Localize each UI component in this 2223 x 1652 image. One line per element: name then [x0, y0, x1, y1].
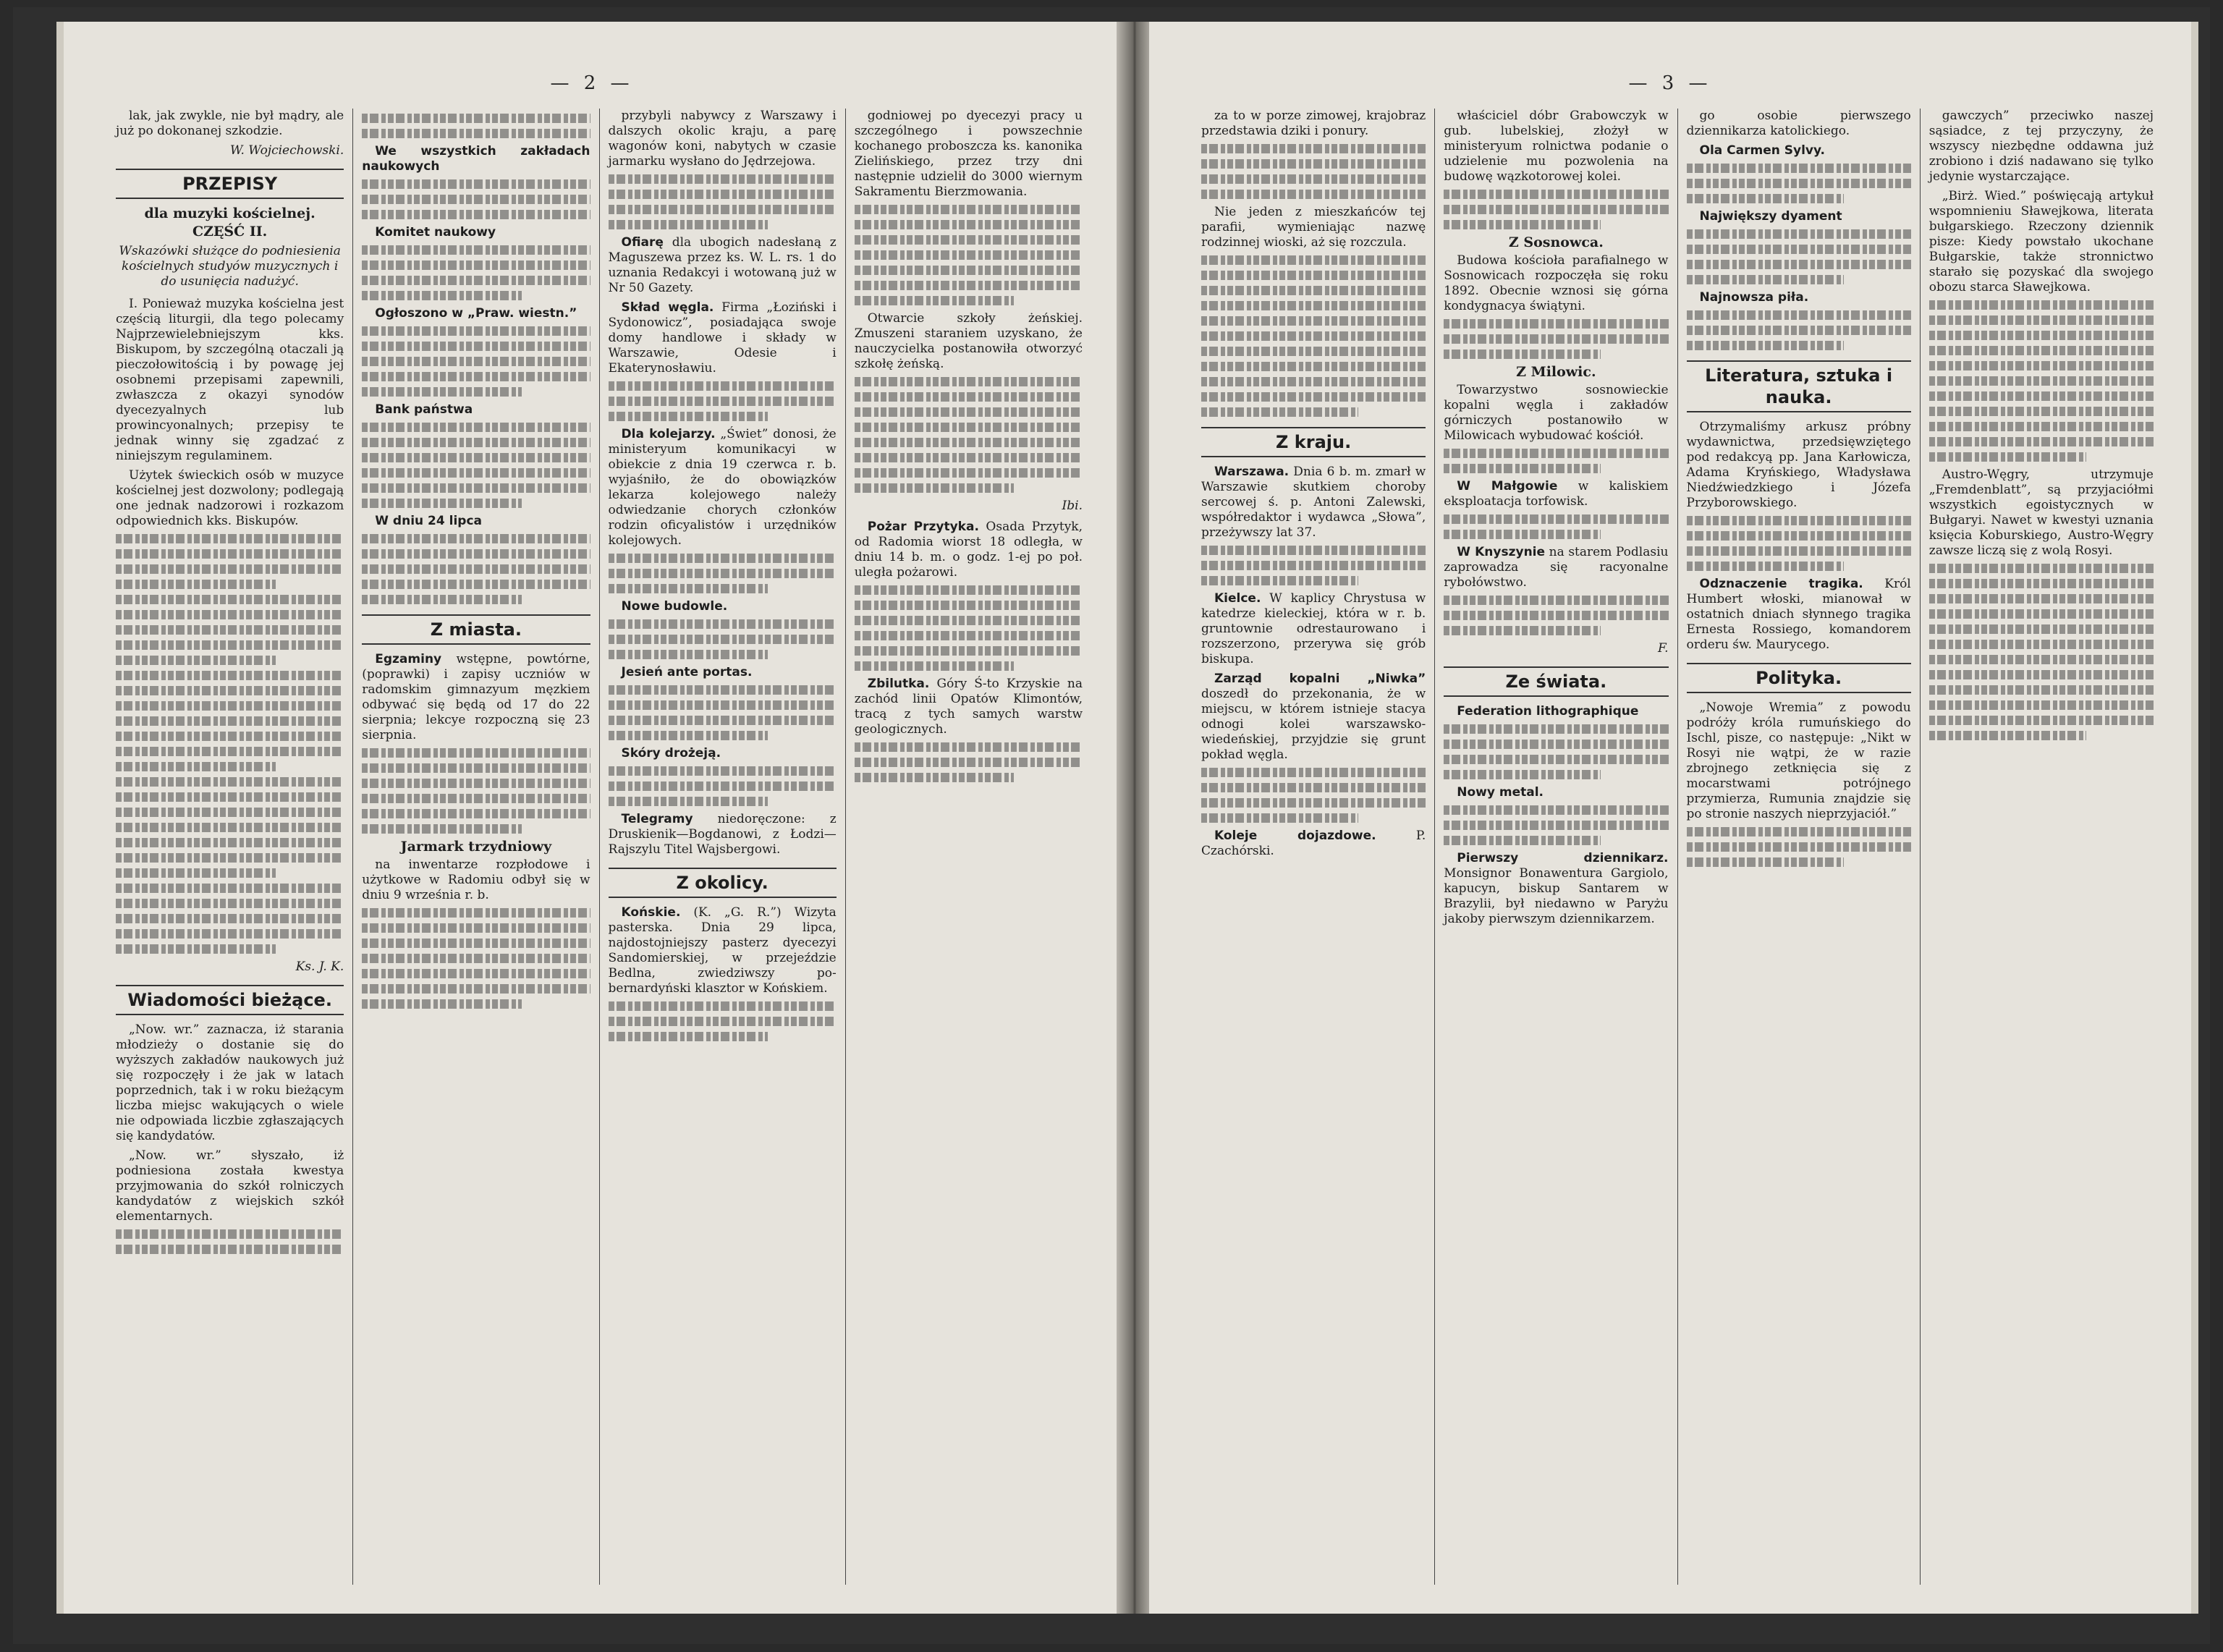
text-lines	[1201, 144, 1426, 153]
text-lines	[362, 326, 590, 336]
text-lines	[116, 762, 276, 771]
item-text: Król Humbert włoski, mianował w ostatnich dniach słynnego tragika Ernesta Rossiego, komandorem orderu św. Maurycego.	[1686, 577, 1911, 652]
article-part: CZĘŚĆ II.	[192, 224, 268, 240]
text-lines	[362, 969, 590, 978]
text-lines	[1687, 260, 1911, 269]
text-lines	[1444, 220, 1601, 229]
item-text: (K. „G. R.”) Wizyta pasterska. Dnia 29 lipca, najdostojniejszy pasterz dyecezyi Sandomierskiej, w przejeździe Bedlna, zwiedziwszy po-bernardyński klasztor w Końskiem.	[608, 905, 837, 996]
text-lines	[116, 914, 344, 923]
text-lines	[1201, 813, 1358, 823]
text-lines	[609, 619, 837, 629]
text-lines	[362, 923, 590, 933]
text-lines	[609, 766, 837, 776]
text-lines	[609, 174, 837, 184]
text-lines	[1444, 805, 1668, 815]
text-lines	[362, 342, 590, 351]
item-lead: Zbilutka.	[867, 677, 930, 691]
item-lead: Telegramy	[621, 812, 693, 826]
article-paragraph: I. Ponieważ muzyka kościelna jest częścią liturgii, dla tego polecamy Najprzewielebniejszym kks. Biskupom, by szczególną otaczali ją pieczołowitością i by powagę jej osobnemi przepisami zapewnili, zwłaszcza z okazyi synodów dyecezyalnych lub prowincyonalnych; przepisy te jednak winny się zgadzać z niniejszym regulaminem.	[116, 297, 344, 463]
item-text: właściciel dóbr Grabowczyk w gub. lubelskiej, złożył w ministeryum rolnictwa podanie o udzielenie mu pozwolenia na budowę wązkotorowej kolei.	[1444, 109, 1669, 184]
text-lines	[362, 564, 590, 574]
text-lines	[609, 220, 768, 229]
text-lines	[855, 438, 1083, 447]
text-lines	[609, 650, 768, 659]
text-lines	[1201, 546, 1426, 555]
text-lines	[609, 1032, 768, 1041]
text-lines	[855, 423, 1083, 432]
text-lines	[1687, 310, 1911, 320]
text-lines	[855, 250, 1083, 260]
item-lead: Ogłoszono w „Praw. wiestn.”	[375, 306, 577, 321]
text-lines	[1929, 437, 2154, 446]
text-lines	[1929, 670, 2154, 679]
item-text: Monsignor Bonawentura Gargiolo, kapucyn, biskup Santarem w Brazylii, był niedawno w Paryżu jakoby pierwszym dziennikarzem.	[1444, 866, 1669, 926]
text-lines	[116, 549, 344, 559]
item-text: Nie jeden z mieszkańców tej parafii, wymieniając nazwę rodzinnej wioski, aż się rozczula.	[1201, 205, 1426, 250]
text-lines	[855, 616, 1083, 625]
page-3	[1149, 22, 2198, 1614]
item-text: gawczych” przeciwko naszej sąsiadce, z tej przyczyny, że wszyscy niezbędne oddawna już zrobiono i dziś nadawano się tylko jedynie wystarczające.	[1928, 109, 2154, 184]
text-lines	[116, 610, 344, 619]
item-text: go osobie pierwszego dziennikarza katolickiego.	[1686, 109, 1911, 138]
text-lines	[1929, 640, 2154, 649]
item-lead: Komitet naukowy	[375, 225, 496, 240]
text-lines	[1687, 546, 1911, 556]
text-lines	[1444, 190, 1668, 199]
text-lines	[1444, 611, 1668, 620]
text-lines	[609, 716, 837, 725]
text-lines	[362, 468, 590, 478]
text-lines	[1687, 326, 1911, 335]
item-text: dla ubogich nadesłaną z Maguszewa przez ks. W. L. rs. 1 do uznania Redakcyi i wotowaną już w Nr 50 Gazety.	[608, 235, 837, 295]
text-lines	[1687, 516, 1911, 525]
column-3	[1678, 109, 1921, 1585]
column-2	[1435, 109, 1677, 1585]
item-text: „Birż. Wied.” poświęcają artykuł wspomnieniu Sławejkowa, literata bułgarskiego. Rzeczony dziennik pisze: Kiedy powstało ukochane Bułgarskie, także stronnictwo starało się pozyskać dla swojego obozu starca Sławejkowa.	[1928, 189, 2154, 295]
text-lines	[855, 407, 1083, 417]
text-lines	[855, 296, 1015, 305]
item-lead: Ofiarę	[621, 235, 664, 250]
item-lead: Jesień ante portas.	[621, 665, 753, 679]
text-lines	[1687, 827, 1911, 836]
text-lines	[362, 483, 590, 493]
text-lines	[609, 635, 837, 644]
intro-signature: W. Wojciechowski.	[229, 143, 344, 158]
item-text: Towarzystwo sosnowieckie kopalni węgla i zakładów górniczych postanowiło w Milowicach wybudować kościół.	[1444, 383, 1669, 443]
page-2	[56, 22, 1120, 1614]
text-lines	[362, 357, 590, 366]
text-lines	[116, 1229, 344, 1239]
text-lines	[362, 423, 590, 432]
text-lines	[1201, 301, 1426, 310]
text-lines	[1444, 319, 1668, 329]
text-lines	[362, 372, 590, 381]
text-lines	[1201, 576, 1358, 585]
section-title: Z miasta.	[362, 614, 590, 645]
text-lines	[1929, 731, 2086, 740]
text-lines	[1201, 783, 1426, 792]
item-lead: Pierwszy dziennikarz.	[1457, 851, 1669, 865]
text-lines	[116, 884, 344, 893]
item-lead: We wszystkich zakładach naukowych	[362, 144, 590, 174]
text-lines	[1929, 300, 2154, 310]
text-lines	[609, 1017, 837, 1026]
text-lines	[116, 944, 276, 954]
news-item: „Now. wr.” zaznacza, iż starania młodzieży o dostanie się do wyższych zakładów naukowych już się rozpoczęły i że jak w latach poprzednich, tak i w roku bieżącym liczba miejsc wakujących o wiele nie odpowiada liczbie zgłaszających się kandydatów.	[116, 1022, 344, 1143]
text-lines	[1444, 449, 1668, 458]
text-lines	[116, 656, 276, 665]
text-lines	[609, 569, 837, 578]
text-lines	[1687, 341, 1844, 350]
text-lines	[116, 625, 344, 635]
item-lead: W Małgowie	[1457, 479, 1558, 494]
text-lines	[1929, 685, 2154, 695]
text-lines	[1201, 316, 1426, 326]
text-lines	[116, 899, 344, 908]
text-lines	[362, 534, 590, 543]
section-title: Z kraju.	[1201, 427, 1426, 457]
text-lines	[116, 868, 276, 878]
item-text: Otrzymaliśmy arkusz próbny wydawnictwa, przedsięwziętego pod redakcyą pp. Jana Karłowicza, Adama Kryńskiego, Władysława Niedźwiedzkiego i Józefa Przyborowskiego.	[1686, 420, 1911, 510]
text-lines	[116, 640, 344, 650]
text-lines	[362, 824, 522, 834]
text-lines	[1929, 331, 2154, 340]
text-lines	[1687, 194, 1844, 203]
text-lines	[609, 190, 837, 199]
text-lines	[855, 661, 1015, 671]
text-lines	[362, 984, 590, 994]
section-title: Polityka.	[1687, 663, 1911, 693]
text-lines	[609, 584, 768, 593]
item-text: Dnia 6 b. m. zmarł w Warszawie skutkiem choroby sercowej ś. p. Antoni Zalewski, współredaktor i wydawca „Słowa”, przeżywszy lat 37.	[1201, 465, 1426, 540]
text-lines	[609, 797, 768, 806]
text-lines	[116, 838, 344, 847]
text-lines	[362, 129, 590, 138]
item-signature: F.	[1657, 641, 1669, 656]
text-lines	[116, 808, 344, 817]
text-lines	[1444, 724, 1668, 734]
text-lines	[609, 781, 837, 791]
item-text: przybyli nabywcy z Warszawy i dalszych okolic kraju, a parę wagonów koni, nabytych w czasie jarmarku wysłano do Jędrzejowa.	[608, 109, 837, 169]
text-lines	[116, 701, 344, 711]
item-text: na starem Podlasiu zaprowadza się racyonalne rybołówstwo.	[1444, 545, 1669, 590]
item-lead: Nowe budowle.	[621, 599, 728, 614]
text-lines	[1929, 391, 2154, 401]
item-lead: Najnowsza piła.	[1699, 290, 1809, 305]
text-lines	[1444, 836, 1601, 845]
text-lines	[116, 1245, 344, 1254]
text-lines	[362, 499, 522, 508]
item-text: Firma „Łoziński i Sydonowicz”, posiadająca swoje domy handlowe i składy w Warszawie, Odesie i Ekaterynosławiu.	[608, 300, 837, 376]
item-lead: Skóry drożeją.	[621, 746, 721, 761]
text-lines	[362, 999, 522, 1009]
item-text: na inwentarze rozpłodowe i użytkowe w Radomiu odbył się w dniu 9 września r. b.	[362, 857, 590, 902]
column-4	[1921, 109, 2162, 1585]
section-title: Literatura, sztuka i nauka.	[1687, 360, 1911, 412]
text-lines	[362, 114, 590, 123]
text-lines	[1201, 798, 1426, 808]
text-lines	[855, 585, 1083, 595]
text-lines	[1201, 347, 1426, 356]
text-lines	[116, 564, 344, 574]
item-text: W kaplicy Chrystusa w katedrze kieleckiej, która w r. b. gruntownie odrestaurowano i rozszerzono, przerywa się grób biskupa.	[1201, 591, 1426, 666]
text-lines	[1687, 562, 1844, 571]
text-lines	[609, 554, 837, 563]
text-lines	[855, 773, 1015, 782]
text-lines	[1444, 740, 1668, 749]
text-lines	[362, 748, 590, 758]
text-lines	[362, 809, 590, 818]
column-2	[353, 109, 599, 1585]
text-lines	[855, 758, 1083, 767]
text-lines	[1687, 857, 1844, 867]
text-lines	[1444, 334, 1668, 344]
text-lines	[362, 779, 590, 788]
text-lines	[362, 195, 590, 204]
text-lines	[1687, 531, 1911, 541]
item-text: Otwarcie szkoły żeńskiej. Zmuszeni staraniem uzyskano, że nauczycielka postanowiła otworzyć szkołę żeńską.	[854, 311, 1083, 371]
item-text: „Świet” donosi, że ministeryum komunikacyi w obiekcie z dnia 19 czerwca r. b. wyjaśniło, że do obowiązków lekarza kolejowego należy odwiedzanie chorych członków rodzin oficyalistów i urzędników kolejowych.	[608, 427, 837, 548]
text-lines	[362, 210, 590, 219]
text-lines	[855, 205, 1083, 214]
text-lines	[1201, 768, 1426, 777]
text-lines	[855, 468, 1083, 478]
text-lines	[1201, 561, 1426, 570]
item-text: P. Czachórski.	[1201, 829, 1426, 858]
text-lines	[362, 549, 590, 559]
text-lines	[1201, 392, 1426, 402]
text-lines	[1444, 464, 1601, 473]
text-lines	[362, 763, 590, 773]
text-lines	[1444, 821, 1668, 830]
item-lead: W dniu 24 lipca	[375, 514, 482, 528]
text-lines	[609, 685, 837, 695]
text-lines	[855, 235, 1083, 245]
text-lines	[855, 631, 1083, 640]
column-4	[846, 109, 1091, 1585]
text-lines	[1687, 275, 1844, 284]
text-lines	[362, 245, 590, 255]
item-text: doszedł do przekonania, że w miejscu, w którem istnieje stacya odnogi kolei warszawsko-wiedeńskiej, przyjdzie się grunt pokład węgla.	[1201, 687, 1426, 762]
text-lines	[609, 412, 768, 421]
text-lines	[1929, 346, 2154, 355]
item-lead: Skład węgla.	[621, 300, 714, 315]
text-lines	[855, 742, 1083, 752]
item-text: „Nowoje Wremia” z powodu podróży króla rumuńskiego do Ischl, pisze, co następuje: „Nikt w Rosyi nie wątpi, że w razie zbrojnego zetknięcia się z mocarstwami potrójnego przymierza, Rumunia znajdzie się po stronie naszych nieprzyjaciół.”	[1686, 700, 1911, 821]
text-lines	[855, 601, 1083, 610]
text-lines	[1929, 376, 2154, 386]
item-lead: Egzaminy	[375, 652, 442, 666]
item-text: godniowej po dyecezyi pracy u szczególnego i powszechnie kochanego proboszcza ks. kanonika Zielińskiego, przez trzy dni następnie udzielił do 3000 wiernym Sakramentu Bierzmowania.	[854, 109, 1083, 199]
text-lines	[1929, 315, 2154, 325]
text-lines	[116, 929, 344, 939]
text-lines	[1687, 164, 1911, 173]
columns	[1193, 109, 2162, 1585]
item-text: Góry Ś-to Krzyskie na zachód linii Opatów Klimontów, tracą z tych samych warstw geologicznych.	[854, 677, 1083, 737]
item-lead: Odznaczenie tragika.	[1699, 577, 1863, 591]
text-lines	[1444, 755, 1668, 764]
item-lead: Nowy metal.	[1457, 785, 1544, 800]
binding-gutter	[1117, 22, 1153, 1614]
text-lines	[1929, 700, 2154, 710]
intro-text: lak, jak zwykle, nie był mądry, ale już po dokonanej szkodzie.	[116, 109, 344, 138]
text-lines	[362, 291, 522, 300]
text-lines	[1929, 361, 2154, 370]
text-lines	[1201, 362, 1426, 371]
text-lines	[116, 823, 344, 832]
text-lines	[1444, 205, 1668, 214]
column-1	[1193, 109, 1435, 1585]
item-lead: Pożar Przytyka.	[867, 520, 979, 534]
text-lines	[855, 483, 1015, 493]
text-lines	[362, 453, 590, 462]
text-lines	[116, 853, 344, 863]
text-lines	[362, 276, 590, 285]
text-lines	[609, 205, 837, 214]
item-signature: Ibi.	[1062, 499, 1083, 513]
item-lead: Kielce.	[1214, 591, 1261, 606]
article-paragraph: Użytek świeckich osób w muzyce kościelnej jest dozwolony; podlegają one jednak nadzorowi i rozkazom odpowiednich kks. Biskupów.	[116, 468, 344, 528]
newspaper-spread	[13, 7, 2210, 1644]
item-lead: Zarząd kopalni „Niwka”	[1214, 672, 1426, 686]
text-lines	[609, 381, 837, 391]
text-lines	[1929, 579, 2154, 588]
text-lines	[362, 260, 590, 270]
text-lines	[1201, 271, 1426, 280]
item-text: Osada Przytyk, od Radomia wiorst 18 odległa, w dniu 14 b. m. o godz. 1-ej po poł. uległa pożarowi.	[854, 520, 1083, 580]
page-number: — 3 —	[1628, 72, 1712, 94]
text-lines	[855, 392, 1083, 402]
text-lines	[609, 397, 837, 406]
text-lines	[116, 580, 276, 589]
text-lines	[855, 266, 1083, 275]
item-text: niedoręczone: z Druskienik—Bogdanowi, z Łodzi—Rajszylu Titel Wajsbergowi.	[608, 812, 837, 857]
section-title: Z okolicy.	[609, 868, 837, 898]
text-lines	[116, 686, 344, 695]
text-lines	[362, 387, 522, 397]
item-text: Austro-Węgry, utrzymuje „Fremdenblatt”, są przyjaciółmi wszystkich egoistycznych w Bułgaryi. Nawet w kwestyi uznania księcia Koburskiego, Austro-Węgry zawsze liczą się z wolą Rosyi.	[1928, 467, 2154, 558]
text-lines	[362, 595, 522, 604]
item-text: Budowa kościoła parafialnego w Sosnowicach rozpoczęła się roku 1892. Obecnie wznosi się górna kondygnacya świątyni.	[1444, 253, 1669, 313]
item-heading: Z Sosnowca.	[1508, 234, 1604, 250]
text-lines	[1929, 407, 2154, 416]
section-title: Wiadomości bieżące.	[116, 985, 344, 1015]
item-heading: Jarmark trzydniowy	[400, 839, 552, 855]
item-lead: Dla kolejarzy.	[621, 427, 716, 441]
item-lead: Końskie.	[621, 905, 681, 920]
text-lines	[362, 939, 590, 948]
text-lines	[116, 777, 344, 787]
text-lines	[609, 1001, 837, 1011]
text-lines	[1201, 331, 1426, 341]
text-lines	[1201, 190, 1426, 199]
text-lines	[609, 731, 768, 740]
text-lines	[1929, 564, 2154, 573]
text-lines	[116, 792, 344, 802]
text-lines	[1444, 626, 1601, 635]
text-lines	[116, 716, 344, 726]
text-lines	[362, 438, 590, 447]
text-lines	[116, 595, 344, 604]
item-lead: Bank państwa	[375, 402, 473, 417]
text-lines	[1687, 229, 1911, 239]
text-lines	[362, 954, 590, 963]
text-lines	[855, 281, 1083, 290]
text-lines	[116, 732, 344, 741]
text-lines	[1201, 286, 1426, 295]
text-lines	[1444, 530, 1601, 539]
news-item: „Now. wr.” słyszało, iż podniesiona została kwestya przyjmowania do szkół rolniczych kandydatów z wiejskich szkół elementarnych.	[116, 1148, 344, 1224]
text-lines	[1929, 609, 2154, 619]
text-lines	[1929, 452, 2086, 462]
text-lines	[1929, 655, 2154, 664]
text-lines	[1929, 422, 2154, 431]
column-3	[600, 109, 846, 1585]
item-lead: Koleje dojazdowe.	[1214, 829, 1376, 843]
text-lines	[1201, 255, 1426, 265]
item-lead: Ola Carmen Sylvy.	[1699, 143, 1825, 158]
item-lead: Największy dyament	[1699, 209, 1842, 224]
text-lines	[1201, 407, 1358, 417]
text-lines	[609, 700, 837, 710]
text-lines	[1201, 174, 1426, 184]
item-lead: W Knyszynie	[1457, 545, 1546, 559]
text-lines	[1687, 245, 1911, 254]
text-lines	[362, 908, 590, 918]
columns	[107, 109, 1091, 1585]
text-lines	[362, 794, 590, 803]
text-lines	[1444, 514, 1668, 524]
text-lines	[855, 646, 1083, 656]
text-lines	[116, 534, 344, 543]
text-lines	[1444, 770, 1601, 779]
text-lines	[1929, 624, 2154, 634]
article-title: PRZEPISY	[116, 169, 344, 199]
column-1	[107, 109, 353, 1585]
article-signature: Ks. J. K.	[295, 960, 344, 974]
item-text: za to w porze zimowej, krajobraz przedstawia dziki i ponury.	[1201, 109, 1426, 138]
text-lines	[116, 747, 344, 756]
text-lines	[1687, 179, 1911, 188]
text-lines	[1929, 716, 2154, 725]
text-lines	[1201, 377, 1426, 386]
text-lines	[855, 377, 1083, 386]
article-motto: Wskazówki służące do podniesienia kościelnych studyów muzycznych i do usunięcia nadużyć.	[119, 244, 341, 289]
item-text: wstępne, powtórne, (poprawki) i zapisy uczniów w radomskim gimnazyum męzkiem odbywać się będą od 17 do 22 sierpnia; lekcye rozpoczną się 23 sierpnia.	[362, 652, 590, 742]
text-lines	[116, 671, 344, 680]
item-heading: Z Milowic.	[1516, 364, 1596, 380]
text-lines	[1444, 350, 1601, 359]
article-title-2: dla muzyki kościelnej.	[144, 206, 316, 221]
item-lead: Federation lithographique	[1457, 704, 1639, 719]
text-lines	[1687, 842, 1911, 852]
text-lines	[362, 580, 590, 589]
text-lines	[362, 179, 590, 189]
text-lines	[855, 220, 1083, 229]
text-lines	[855, 453, 1083, 462]
item-lead: Warszawa.	[1214, 465, 1290, 479]
text-lines	[1929, 594, 2154, 603]
section-title: Ze świata.	[1444, 666, 1668, 697]
item-text: w kaliskiem eksploatacja torfowisk.	[1444, 479, 1669, 509]
page-number: — 2 —	[550, 72, 634, 94]
text-lines	[1444, 596, 1668, 605]
text-lines	[1201, 159, 1426, 169]
